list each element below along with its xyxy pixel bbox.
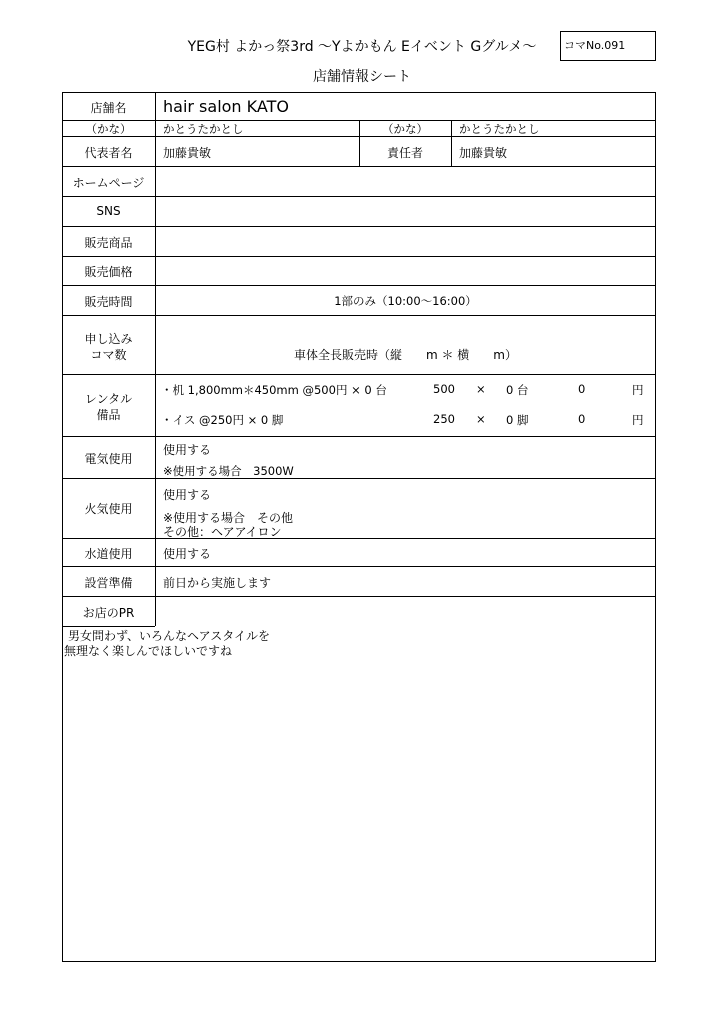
row-divider [62,478,656,479]
rental-item-desk-unit-price: 500 [433,382,455,396]
setup-value: 前日から実施します [163,576,272,590]
row-divider [62,538,656,539]
sales-time-value: 1部のみ（10:00〜16:00） [334,294,477,308]
application-value: 車体全長販売時（縦 m ＊ 横 m） [293,348,517,362]
homepage-label: ホームページ [72,176,145,190]
kana-value-left: かとうたかとし [163,122,244,136]
application-label-line1: 申し込み [84,332,133,346]
fire-use-value: 使用する [163,488,212,502]
rental-item-desk-name: ・机 1,800mm＊450mm @500円 × 0 台 [161,383,387,397]
rental-item-desk-yen: 円 [632,383,644,397]
row-divider [62,196,656,197]
rental-item-desk-total: 0 [578,382,586,396]
rental-item-chair-name: ・イス @250円 × 0 脚 [161,413,284,427]
rental-item-desk-qty: 0 台 [506,383,529,397]
info-sheet-table [62,92,656,962]
application-label-line2: コマ数 [90,348,127,362]
sheet-subtitle: 店舗情報シート [313,69,411,85]
rental-item-chair-total: 0 [578,412,586,426]
row-divider [62,226,656,227]
page-title: YEG村 よかっ祭3rd 〜Yよかもん Eイベント Gグルメ〜 [187,39,537,55]
representative-label: 代表者名 [84,146,133,160]
koma-number-box: コマNo.091 [560,31,656,61]
row-divider [62,166,656,167]
pr-label: お店のPR [82,606,135,620]
water-value: 使用する [163,547,212,561]
store-name-value: hair salon KATO [163,97,289,116]
column-divider [451,120,452,166]
rental-label-line2: 備品 [96,408,121,422]
kana-value-right: かとうたかとし [459,122,540,136]
sales-time-label: 販売時間 [84,295,133,309]
row-divider [62,596,656,597]
rental-item-chair-unit-price: 250 [433,412,455,426]
rental-item-chair-yen: 円 [632,413,644,427]
rental-item-chair-qty: 0 脚 [506,413,529,427]
electricity-use-value: 使用する [163,443,212,457]
water-label: 水道使用 [84,547,133,561]
electricity-label: 電気使用 [84,452,133,466]
kana-label-left: （かな） [85,122,132,136]
kana-label-right: （かな） [382,122,428,136]
pr-text-line1: 男女問わず、いろんなヘアスタイルを [68,629,270,643]
rental-item-desk-times: × [476,382,486,396]
fire-note: ※使用する場合 その他 [163,511,294,525]
pr-text-line2: 無理なく楽しんでほしいですね [64,644,233,658]
rental-item-chair-times: × [476,412,486,426]
fire-other-value: その他：ヘアアイロン [163,525,282,539]
fire-label: 火気使用 [84,502,133,516]
row-divider [62,566,656,567]
row-divider [62,256,656,257]
row-divider [62,315,656,316]
manager-value: 加藤貴敏 [459,146,508,160]
row-divider [62,436,656,437]
row-divider [62,285,656,286]
manager-label: 責任者 [386,146,423,160]
store-name-label: 店舗名 [90,101,127,115]
row-divider [62,374,656,375]
electricity-note: ※使用する場合 3500W [163,464,294,478]
representative-value: 加藤貴敏 [163,146,212,160]
sns-label: SNS [96,204,121,218]
rental-label-line1: レンタル [84,392,133,406]
price-label: 販売価格 [84,265,133,279]
products-label: 販売商品 [84,236,133,250]
setup-label: 設営準備 [84,576,133,590]
